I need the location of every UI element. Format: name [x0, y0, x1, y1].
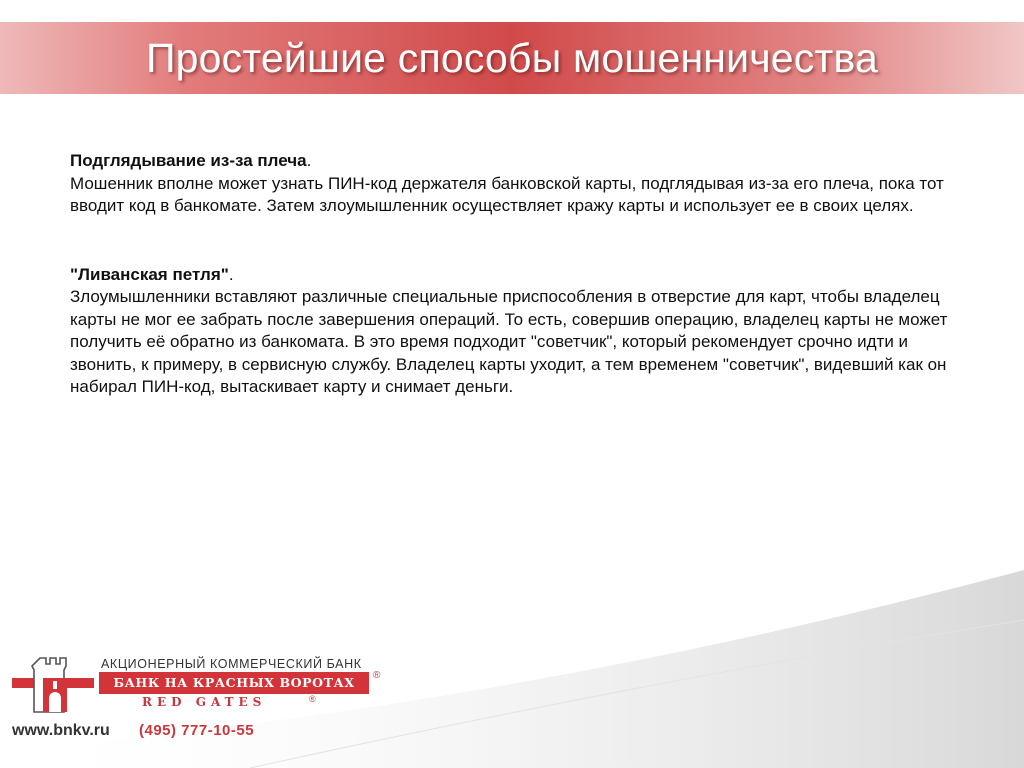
slide-body [70, 150, 970, 399]
heading-punctuation: . [228, 264, 234, 284]
bank-name-banner: БАНК НА КРАСНЫХ ВОРОТАХ [99, 672, 369, 694]
phone-number: (495) 777-10-55 [139, 722, 255, 739]
section-heading: Подглядывание из-за плеча [70, 151, 307, 170]
brand-english: RED GATES [142, 695, 267, 709]
section-paragraph: Злоумышленники вставляют различные специальные приспособления в отверстие для карт, чтобы владелец карты не мог ее забрать после завершения операций. То есть, совершив операцию, владелец карты не может получить её обратно из банкомата. В это время подходит "советчик", который рекомендует срочно идти и звонить, к примеру, в сервисную службу. Владелец карты уходит, а тем временем "советчик", видевший как он набирал ПИН-код, вытаскивает карту и снимает деньги. [70, 287, 948, 396]
section-paragraph: Мошенник вполне может узнать ПИН-код держателя банковской карты, подглядывая из-за его плеча, пока тот вводит код в банкомате. Затем злоумышленник осуществляет кражу карты и использует ее в своих целях. [70, 173, 944, 215]
castle-tower-icon [12, 654, 94, 716]
section-shoulder-surfing [70, 150, 970, 218]
section-lebanese-loop [70, 264, 970, 399]
website-link[interactable]: www.bnkv.ru [12, 722, 110, 739]
registered-mark: ® [373, 670, 381, 681]
bank-type-label: АКЦИОНЕРНЫЙ КОММЕРЧЕСКИЙ БАНК [101, 657, 362, 671]
slide-title: Простейшие способы мошенничества [145, 35, 879, 81]
registered-mark-small: ® [309, 694, 316, 704]
section-heading: "Ливанская петля" [70, 264, 229, 284]
heading-punctuation: . [306, 151, 312, 170]
